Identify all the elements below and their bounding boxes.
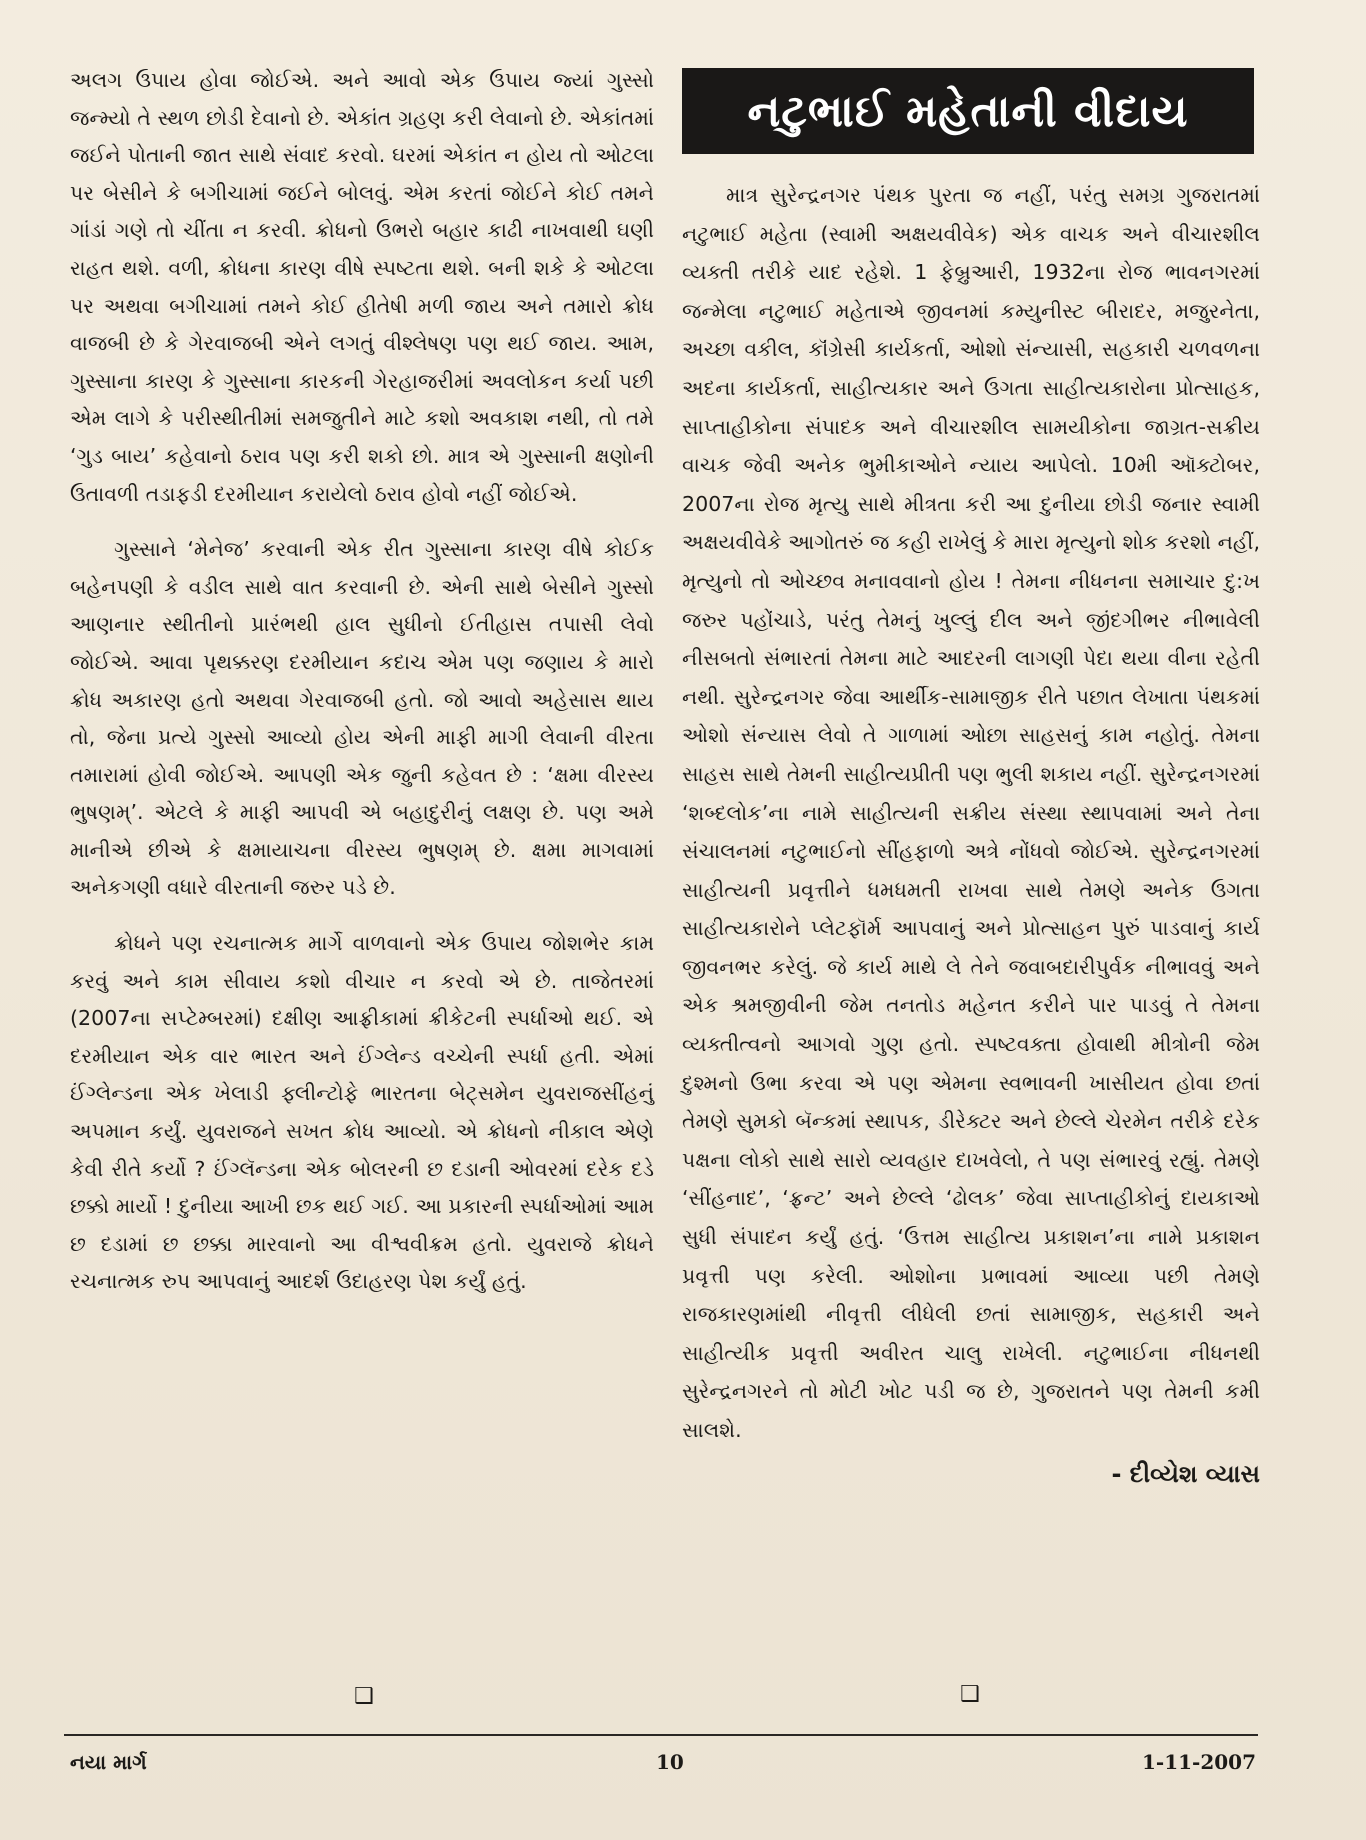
left-paragraph-2: ગુસ્સાને ‘મેનેજ’ કરવાની એક રીત ગુસ્સાના કારણ વીષે કોઈક બહેનપણી કે વડીલ સાથે વાત કરવાની છે. એની સાથે બેસીને ગુસ્સો આણનાર સ્થીતીનો પ્રારંભથી હાલ સુધીનો ઈતીહાસ તપાસી લેવો જોઈએ. આવા પૃથક્કરણ દરમીયાન કદાચ એમ પણ જણાય કે મારો ક્રોધ અકારણ હતો અથવા ગેરવાજબી હતો. જો આવો અહેસાસ થાય તો, જેના પ્રત્યે ગુસ્સો આવ્યો હોય એની માફી માગી લેવાની વીરતા તમારામાં હોવી જોઈએ. આપણી એક જુની કહેવત છે : ‘ક્ષમા વીરસ્ય ભુષણમ્’. એટલે કે માફી આપવી એ બહાદુરીનું લક્ષણ છે. પણ અમે માનીએ છીએ કે ક્ષમાયાચના વીરસ્ય ભુષણમ્ છે. ક્ષમા માગવામાં અનેકગણી વધારે વીરતાની જરુર પડે છે. bbox=[70, 537, 654, 900]
left-paragraph-3: ક્રોધને પણ રચનાત્મક માર્ગે વાળવાનો એક ઉપાય જોશભેર કામ કરવું અને કામ સીવાય કશો વીચાર ન કરવો એ છે. તાજેતરમાં (2007ના સપ્ટેમ્બરમાં) દક્ષીણ આફ્રીકામાં ક્રીકેટની સ્પર્ધાઓ થઈ. એ દરમીયાન એક વાર ભારત અને ઈંગ્લેન્ડ વચ્ચેની સ્પર્ધા હતી. એમાં ઈંગ્લેન્ડના એક ખેલાડી ફ્લીન્ટોફે ભારતના બેટ્સમેન યુવરાજસીંહનું અપમાન કર્યું. યુવરાજને સખત ક્રોધ આવ્યો. એ ક્રોધનો નીકાલ એણે કેવી રીતે કર્યો ? ઈંગ્લૅન્ડના એક બોલરની છ દડાની ઓવરમાં દરેક દડે છક્કો માર્યો ! દુનીયા આખી છક થઈ ગઈ. આ પ્રકારની સ્પર્ધાઓમાં આમ છ દડામાં છ છક્કા મારવાનો આ વીશ્વવીક્રમ હતો. યુવરાજે ક્રોધને રચનાત્મક રુપ આપવાનું આદર્શ ઉદાહરણ પેશ કર્યું હતું. bbox=[70, 931, 654, 1294]
article-title-banner bbox=[682, 68, 1254, 154]
author-signature: - દીવ્યેશ વ્યાસ bbox=[1111, 1459, 1260, 1488]
article-title: નટુભાઈ મહેતાની વીદાય bbox=[747, 85, 1189, 137]
footer-publication-name: નયા માર્ગ bbox=[70, 1750, 147, 1774]
right-end-square-icon: ❑ bbox=[960, 1682, 980, 1707]
footer-page-number: 10 bbox=[656, 1750, 684, 1774]
left-column bbox=[70, 62, 654, 1301]
left-end-square-icon: ❑ bbox=[354, 1684, 374, 1709]
footer-date: 1-11-2007 bbox=[1141, 1750, 1256, 1774]
right-column bbox=[682, 68, 1260, 1488]
left-paragraph-1: અલગ ઉપાય હોવા જોઈએ. અને આવો એક ઉપાય જ્યાં ગુસ્સો જન્મ્યો તે સ્થળ છોડી દેવાનો છે. એકાંત ગ્રહણ કરી લેવાનો છે. એકાંતમાં જઈને પોતાની જાત સાથે સંવાદ કરવો. ઘરમાં એકાંત ન હોય તો ઓટલા પર બેસીને કે બગીચામાં જઈને બોલવું. એમ કરતાં જોઈને કોઈ તમને ગાંડાં ગણે તો ચીંતા ન કરવી. ક્રોધનો ઉભરો બહાર કાઢી નાખવાથી ઘણી રાહત થશે. વળી, ક્રોધના કારણ વીષે સ્પષ્ટતા થશે. બની શકે કે ઓટલા પર અથવા બગીચામાં તમને કોઈ હીતેષી મળી જાય અને તમારો ક્રોધ વાજબી છે કે ગેરવાજબી એને લગતું વીશ્લેષણ પણ થઈ જાય. આમ, ગુસ્સાના કારણ કે ગુસ્સાના કારકની ગેરહાજરીમાં અવલોકન કર્યા પછી એમ લાગે કે પરીસ્થીતીમાં સમજુતીને માટે કશો અવકાશ નથી, તો તમે ‘ગુડ બાય’ કહેવાનો ઠરાવ પણ કરી શકો છો. માત્ર એ ગુસ્સાની ક્ષણોની ઉતાવળી તડાફડી દરમીયાન કરાયેલો ઠરાવ હોવો નહીં જોઈએ. bbox=[70, 68, 654, 506]
footer-divider bbox=[64, 1734, 1258, 1736]
article-body: માત્ર સુરેન્દ્રનગર પંથક પુરતા જ નહીં, પરંતુ સમગ્ર ગુજરાતમાં નટુભાઈ મહેતા (સ્વામી અક્ષયવીવેક) એક વાચક અને વીચારશીલ વ્યક્તી તરીકે યાદ રહેશે. 1 ફેબ્રુઆરી, 1932ના રોજ ભાવનગરમાં જન્મેલા નટુભાઈ મહેતાએ જીવનમાં કમ્યુનીસ્ટ બીરાદર, મજુરનેતા, અચ્છા વકીલ, કૉંગ્રેસી કાર્યકર્તા, ઓશો સંન્યાસી, સહકારી ચળવળના અદના કાર્યકર્તા, સાહીત્યકાર અને ઉગતા સાહીત્યકારોના પ્રોત્સાહક, સાપ્તાહીકોના સંપાદક અને વીચારશીલ સામયીકોના જાગ્રત-સક્રીય વાચક જેવી અનેક ભુમીકાઓને ન્યાય આપેલો. 10મી ઑક્ટોબર, 2007ના રોજ મૃત્યુ સાથે મીત્રતા કરી આ દુનીયા છોડી જનાર સ્વામી અક્ષયવીવેકે આગોતરું જ કહી રાખેલું કે મારા મૃત્યુનો શોક કરશો નહીં, મૃત્યુનો તો ઓચ્છવ મનાવવાનો હોય ! તેમના નીધનના સમાચાર દુ:ખ જરુર પહોંચાડે, પરંતુ તેમનું ખુલ્લું દીલ અને જીંદગીભર નીભાવેલી નીસબતો સંભારતાં તેમના માટે આદરની લાગણી પેદા થયા વીના રહેતી નથી. સુરેન્દ્રનગર જેવા આર્થીક-સામાજીક રીતે પછાત લેખાતા પંથકમાં ઓશો સંન્યાસ લેવો તે ગાળામાં ઓછા સાહસનું કામ નહોતું. તેમના સાહસ સાથે તેમની સાહીત્યપ્રીતી પણ ભુલી શકાય નહીં. સુરેન્દ્રનગરમાં ‘શબ્દલોક’ના નામે સાહીત્યની સક્રીય સંસ્થા સ્થાપવામાં અને તેના સંચાલનમાં નટુભાઈનો સીંહફાળો અત્રે નોંધવો જોઈએ. સુરેન્દ્રનગરમાં સાહીત્યની પ્રવૃત્તીને ધમધમતી રાખવા સાથે તેમણે અનેક ઉગતા સાહીત્યકારોને પ્લેટફૉર્મ આપવાનું અને પ્રોત્સાહન પુરું પાડવાનું કાર્ય જીવનભર કરેલું. જે કાર્ય માથે લે તેને જવાબદારીપુર્વક નીભાવવું અને એક શ્રમજીવીની જેમ તનતોડ મહેનત કરીને પાર પાડવું તે તેમના વ્યક્તીત્વનો આગવો ગુણ હતો. સ્પષ્ટવક્તા હોવાથી મીત્રોની જેમ દુશ્મનો ઉભા કરવા એ પણ એમના સ્વભાવની ખાસીયત હોવા છતાં તેમણે સુમકો બૅન્કમાં સ્થાપક, ડીરેક્ટર અને છેલ્લે ચેરમેન તરીકે દરેક પક્ષના લોકો સાથે સારો વ્યવહાર દાખવેલો, તે પણ સંભારવું રહ્યું. તેમણે ‘સીંહનાદ’, ‘ફ્રન્ટ’ અને છેલ્લે ‘ઢોલક’ જેવા સાપ્તાહીકોનું દાયકાઓ સુધી સંપાદન કર્યું હતું. ‘ઉત્તમ સાહીત્ય પ્રકાશન’ના નામે પ્રકાશન પ્રવૃત્તી પણ કરેલી. ઓશોના પ્રભાવમાં આવ્યા પછી તેમણે રાજકારણમાંથી નીવૃત્તી લીધેલી છતાં સામાજીક, સહકારી અને સાહીત્યીક પ્રવૃત્તી અવીરત ચાલુ રાખેલી. નટુભાઈના નીધનથી સુરેન્દ્રનગરને તો મોટી ખોટ પડી જ છે, ગુજરાતને પણ તેમની કમી સાલશે. bbox=[682, 183, 1260, 1442]
